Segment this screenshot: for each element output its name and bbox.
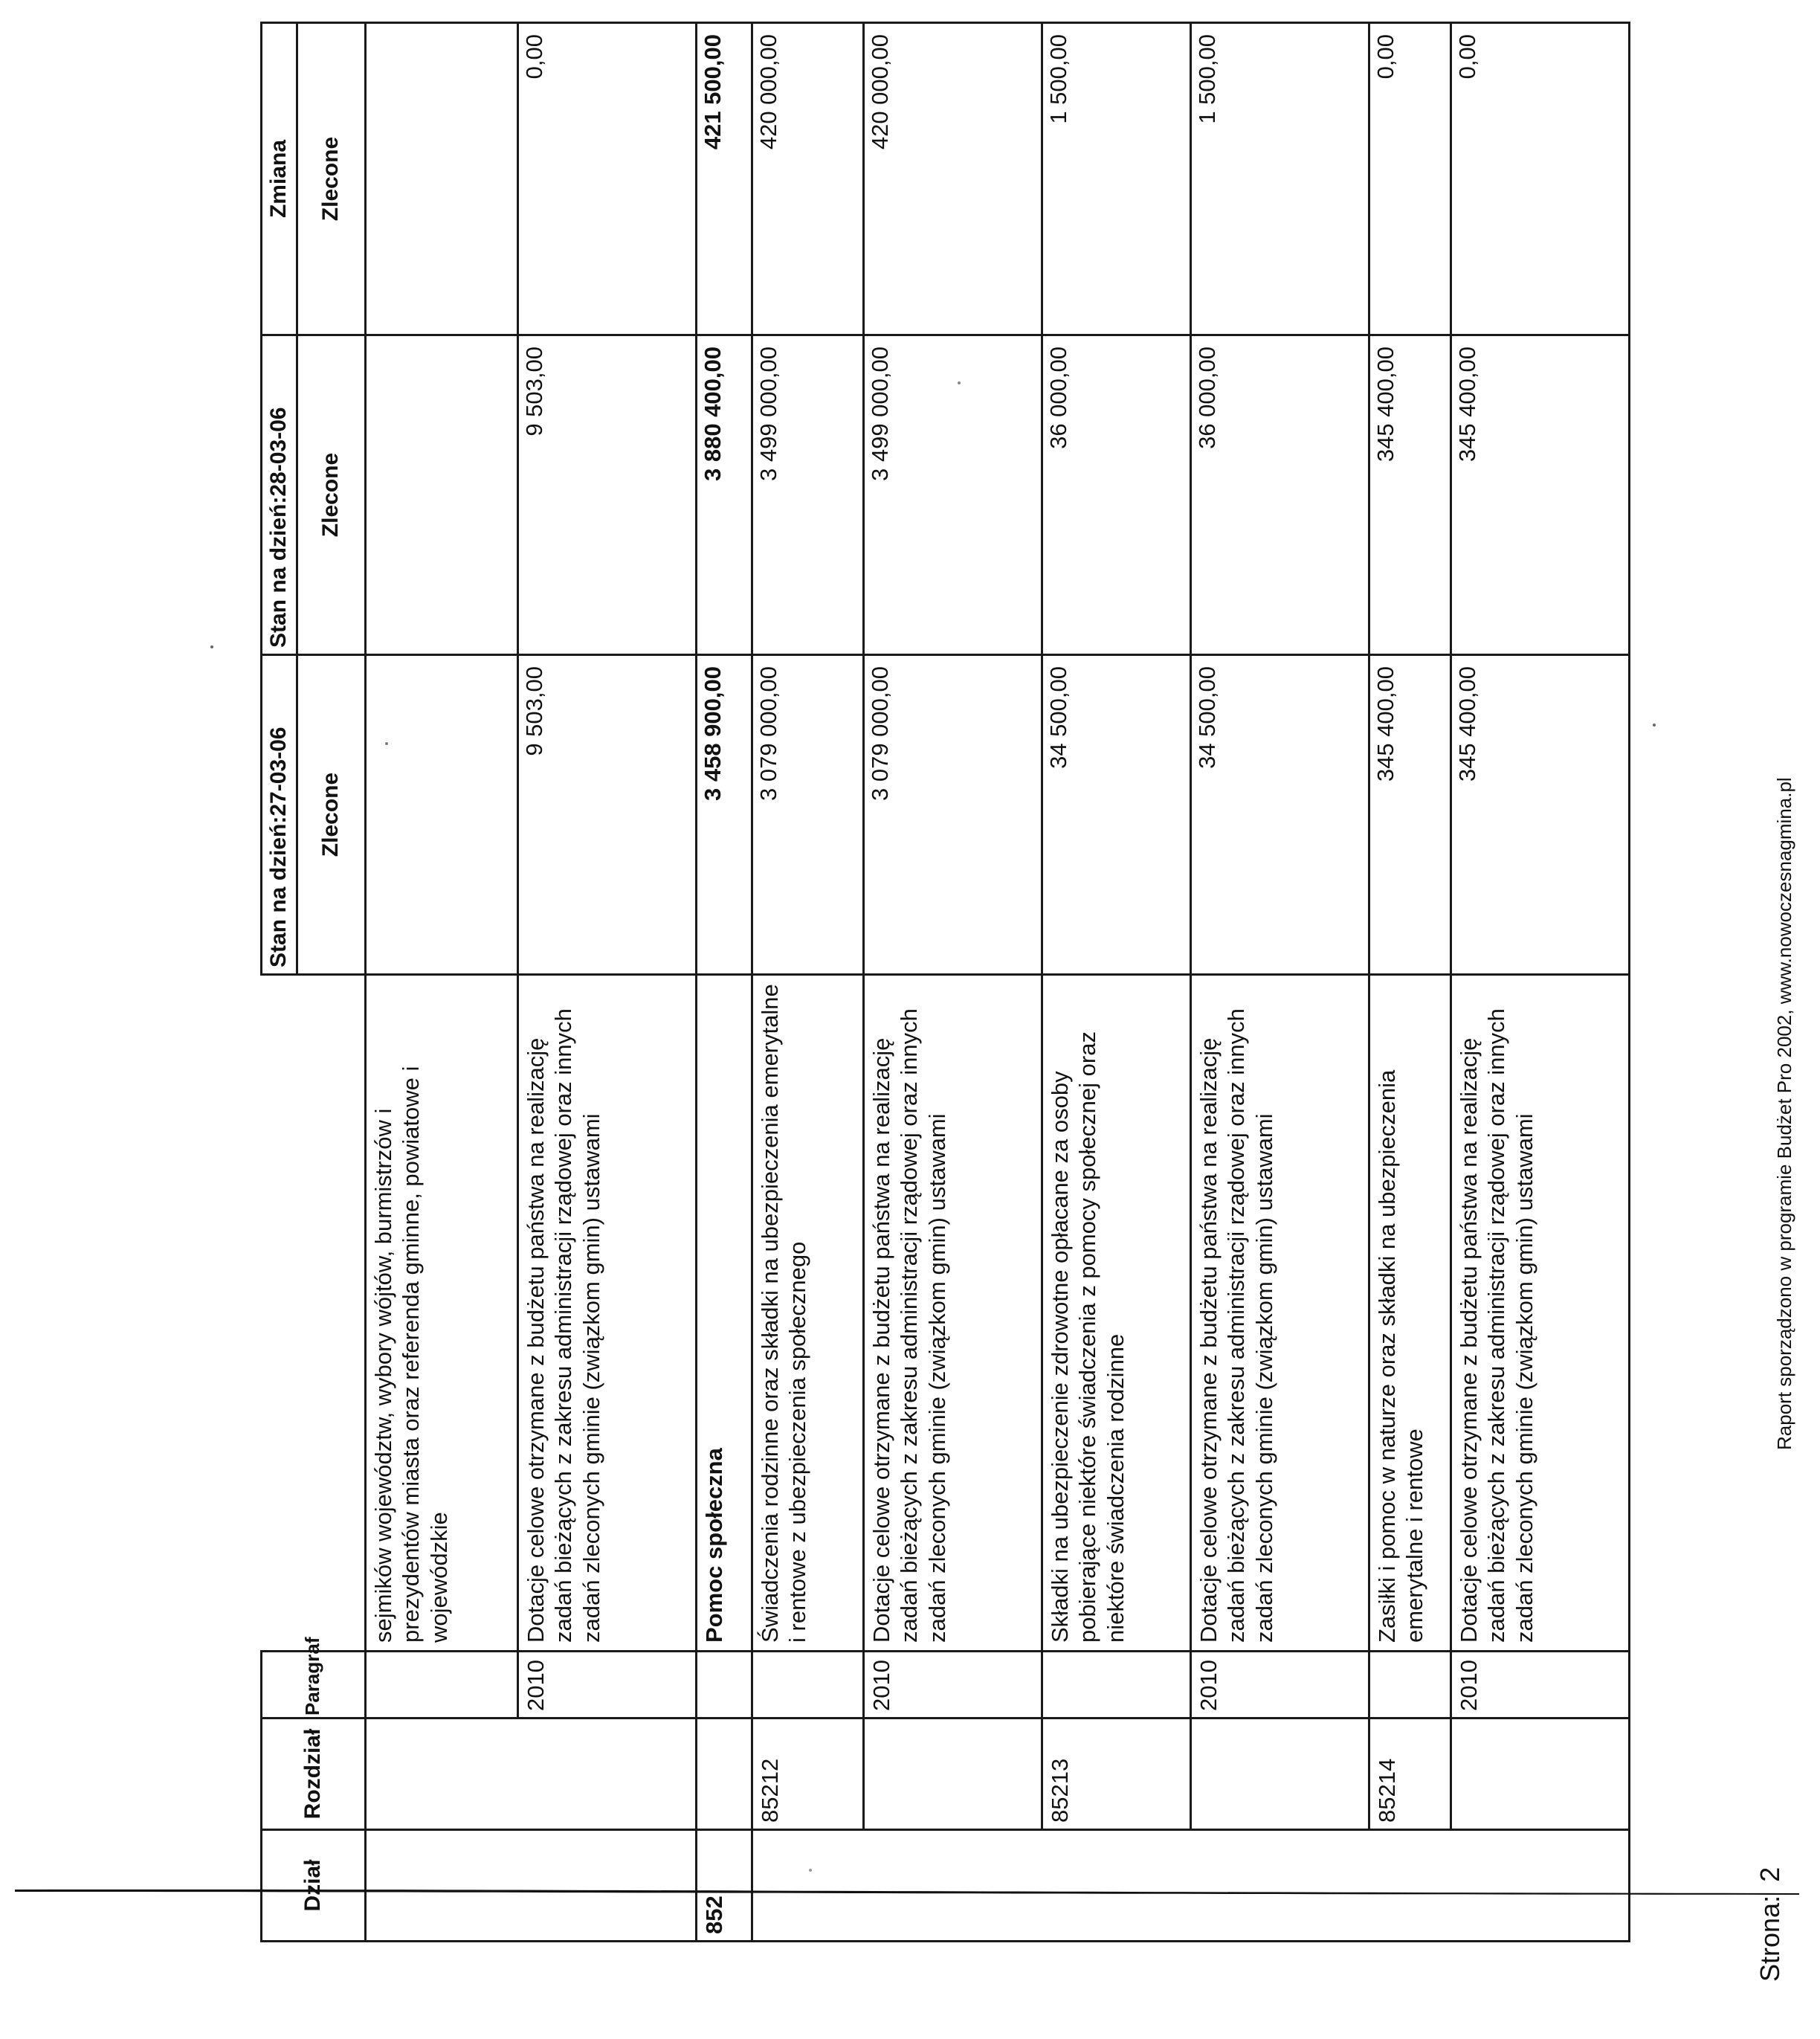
cell-paragraf: [1042, 1652, 1190, 1719]
cell-rozdzial: 85213: [1042, 1719, 1190, 1830]
report-footer: Raport sporządzono w programie Budżet Pro 2002, www.nowoczesnagmina.pl: [1773, 777, 1795, 1450]
cell-nazwa: Dotacje celowe otrzymane z budżetu państwa na realizację zadań bieżących z zakresu administracji rządowej oraz innych zadań zleconych gminie (związkom gmin) ustawami: [1450, 975, 1629, 1652]
cell-stan1: 345 400,00: [1369, 655, 1450, 975]
cell-stan2: 9 503,00: [517, 335, 696, 655]
col-head-zmiana: Zmiana: [262, 23, 297, 335]
cell-nazwa: sejmików województw, wybory wójtów, burmistrzów i prezydentów miasta oraz referenda gminne, powiatowe i wojewódzkie: [365, 975, 517, 1652]
cell-rozdzial: [365, 1719, 517, 1830]
cell-zmiana: 0,00: [1450, 23, 1629, 335]
col-subhead-zlecone-1: Zlecone: [297, 655, 365, 975]
cell-dzial: 852: [696, 1830, 752, 1942]
cell-nazwa: Zasiłki i pomoc w naturze oraz składki na ubezpieczenia emerytalne i rentowe: [1369, 975, 1450, 1652]
cell-stan2: 36 000,00: [1190, 335, 1369, 655]
cell-stan1: 3 458 900,00: [696, 655, 752, 975]
col-head-rozdzial: Rozdział: [262, 1719, 366, 1830]
cell-stan1: 34 500,00: [1042, 655, 1190, 975]
cell-paragraf: 2010: [863, 1652, 1042, 1719]
cell-rozdzial: 85214: [1369, 1719, 1450, 1830]
cell-nazwa: Dotacje celowe otrzymane z budżetu państwa na realizację zadań bieżących z zakresu administracji rządowej oraz innych zadań zleconych gminie (związkom gmin) ustawami: [1190, 975, 1369, 1652]
cell-nazwa: Pomoc społeczna: [696, 975, 752, 1652]
cell-paragraf: [696, 1652, 752, 1719]
cell-stan2: 3 499 000,00: [863, 335, 1042, 655]
cell-nazwa: Składki na ubezpieczenie zdrowotne opłacane za osoby pobierające niektóre świadczenia z pomocy społecznej oraz niektóre świadczenia rodzinne: [1042, 975, 1190, 1652]
cell-paragraf: 2010: [517, 1652, 696, 1719]
col-head-stan2: Stan na dzień:28-03-06: [262, 335, 297, 655]
cell-nazwa: Dotacje celowe otrzymane z budżetu państwa na realizację zadań bieżących z zakresu administracji rządowej oraz innych zadań zleconych gminie (związkom gmin) ustawami: [517, 975, 696, 1652]
col-subhead-zlecone-2: Zlecone: [297, 335, 365, 655]
table-row: [365, 23, 517, 1942]
page-number-value: 2: [1755, 1866, 1785, 1882]
cell-stan2: 3 499 000,00: [752, 335, 863, 655]
cell-stan2: 3 880 400,00: [696, 335, 752, 655]
cell-rozdzial: [1190, 1719, 1369, 1830]
table-row: [1450, 23, 1629, 1942]
cell-paragraf: [365, 1652, 517, 1719]
cell-zmiana: 421 500,00: [696, 23, 752, 335]
cell-zmiana: 0,00: [517, 23, 696, 335]
cell-paragraf: 2010: [1190, 1652, 1369, 1719]
budget-table: [260, 22, 1630, 1942]
cell-rozdzial: [863, 1719, 1042, 1830]
table-row: [752, 23, 863, 1942]
cell-stan1: 3 079 000,00: [752, 655, 863, 975]
page-number: [1755, 1867, 1786, 1982]
cell-stan2: 36 000,00: [1042, 335, 1190, 655]
header-row-1: [262, 23, 297, 1942]
cell-paragraf: [1369, 1652, 1450, 1719]
cell-stan2: 345 400,00: [1369, 335, 1450, 655]
table-row: [696, 23, 752, 1942]
cell-rozdzial: 85212: [752, 1719, 863, 1830]
cell-paragraf: [752, 1652, 863, 1719]
col-head-paragraf: Paragraf: [262, 1652, 366, 1719]
cell-zmiana: 1 500,00: [1042, 23, 1190, 335]
cell-zmiana: 1 500,00: [1190, 23, 1369, 335]
cell-nazwa: Świadczenia rodzinne oraz składki na ubezpieczenia emerytalne i rentowe z ubezpieczenia społecznego: [752, 975, 863, 1652]
table-row: [1190, 23, 1369, 1942]
col-head-dzial: Dział: [262, 1830, 366, 1942]
cell-rozdzial: [696, 1719, 752, 1830]
cell-stan1: 9 503,00: [517, 655, 696, 975]
table-row: [1369, 23, 1450, 1942]
col-subhead-zlecone-3: Zlecone: [297, 23, 365, 335]
cell-stan1: 3 079 000,00: [863, 655, 1042, 975]
cell-paragraf: 2010: [1450, 1652, 1629, 1719]
table-row: [1042, 23, 1190, 1942]
col-head-nazwa: [262, 975, 366, 1652]
cell-zmiana: [365, 23, 517, 335]
table-row: [517, 23, 696, 1942]
cell-stan1: [365, 655, 517, 975]
budget-table-rotated: [260, 24, 1807, 1942]
cell-rozdzial: [1450, 1719, 1629, 1830]
cell-nazwa: Dotacje celowe otrzymane z budżetu państwa na realizację zadań bieżących z zakresu administracji rządowej oraz innych zadań zleconych gminie (związkom gmin) ustawami: [863, 975, 1042, 1652]
cell-stan1: 345 400,00: [1450, 655, 1629, 975]
table-row: [863, 23, 1042, 1942]
col-head-stan1: Stan na dzień:27-03-06: [262, 655, 297, 975]
cell-stan2: 345 400,00: [1450, 335, 1629, 655]
page-edge-line: [15, 1885, 1799, 1895]
cell-rozdzial: [517, 1719, 696, 1830]
cell-zmiana: 420 000,00: [752, 23, 863, 335]
cell-stan1: 34 500,00: [1190, 655, 1369, 975]
page-number-label: Strona:: [1755, 1895, 1785, 1982]
cell-stan2: [365, 335, 517, 655]
cell-zmiana: 0,00: [1369, 23, 1450, 335]
cell-zmiana: 420 000,00: [863, 23, 1042, 335]
